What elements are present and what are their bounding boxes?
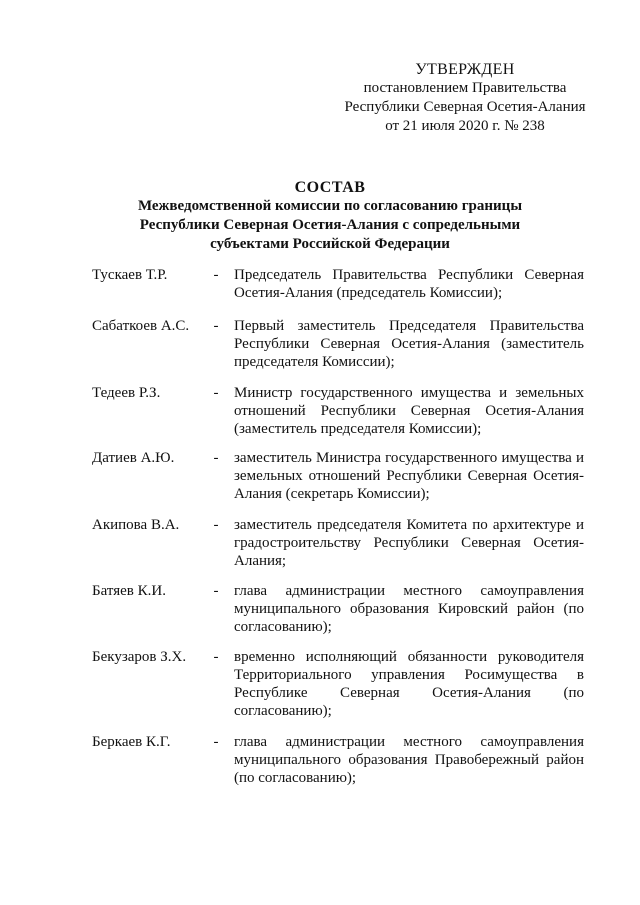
document-heading bbox=[70, 178, 590, 254]
approval-line-2: Республики Северная Осетия-Алания bbox=[344, 99, 586, 115]
member-name: Тедеев Р.З. bbox=[92, 385, 161, 401]
member-role: Министр государственного имущества и земельных отношений Республики Северная Осетия-Алания (заместитель председателя Комиссии); bbox=[234, 385, 584, 437]
member-separator: - bbox=[213, 450, 219, 466]
member-separator: - bbox=[213, 649, 219, 665]
approval-line-1: постановлением Правительства bbox=[363, 80, 567, 96]
member-role: Председатель Правительства Республики Северная Осетия-Алания (председатель Комиссии); bbox=[234, 267, 584, 301]
heading-line-1: Межведомственной комиссии по согласованию границы bbox=[137, 198, 523, 214]
approval-line-3: от 21 июля 2020 г. № 238 bbox=[385, 118, 545, 134]
heading-line-2: Республики Северная Осетия-Алания с сопредельными bbox=[139, 217, 521, 233]
member-role: глава администрации местного самоуправления муниципального образования Кировский район (по согласованию); bbox=[234, 583, 584, 635]
member-role: Первый заместитель Председателя Правительства Республики Северная Осетия-Алания (заместитель председателя Комиссии); bbox=[234, 318, 584, 370]
member-separator: - bbox=[213, 318, 219, 334]
member-name: Сабаткоев А.С. bbox=[92, 318, 190, 334]
member-role: заместитель председателя Комитета по архитектуре и градостроительству Республики Северная Осетия-Алания; bbox=[234, 517, 584, 569]
member-separator: - bbox=[213, 734, 219, 750]
member-name: Датиев А.Ю. bbox=[92, 450, 175, 466]
member-role: глава администрации местного самоуправления муниципального образования Правобережный район (по согласованию); bbox=[234, 734, 584, 786]
member-name: Бекузаров З.Х. bbox=[92, 649, 187, 665]
member-separator: - bbox=[213, 517, 219, 533]
member-name: Тускаев Т.Р. bbox=[92, 267, 168, 283]
heading-title: СОСТАВ bbox=[294, 179, 366, 196]
member-role: заместитель Министра государственного имущества и земельных отношений Республики Северная Осетия-Алания (секретарь Комиссии); bbox=[234, 450, 584, 502]
member-role: временно исполняющий обязанности руководителя Территориального управления Росимущества в Республике Северная Осетия-Алания (по согласованию); bbox=[234, 649, 584, 719]
member-name: Беркаев К.Г. bbox=[92, 734, 171, 750]
member-separator: - bbox=[213, 267, 219, 283]
member-separator: - bbox=[213, 385, 219, 401]
member-name: Акипова В.А. bbox=[92, 517, 180, 533]
approval-block bbox=[330, 60, 600, 136]
approval-title: УТВЕРЖДЕН bbox=[415, 61, 515, 78]
member-separator: - bbox=[213, 583, 219, 599]
member-name: Батяев К.И. bbox=[92, 583, 166, 599]
heading-line-3: субъектами Российской Федерации bbox=[210, 236, 450, 252]
